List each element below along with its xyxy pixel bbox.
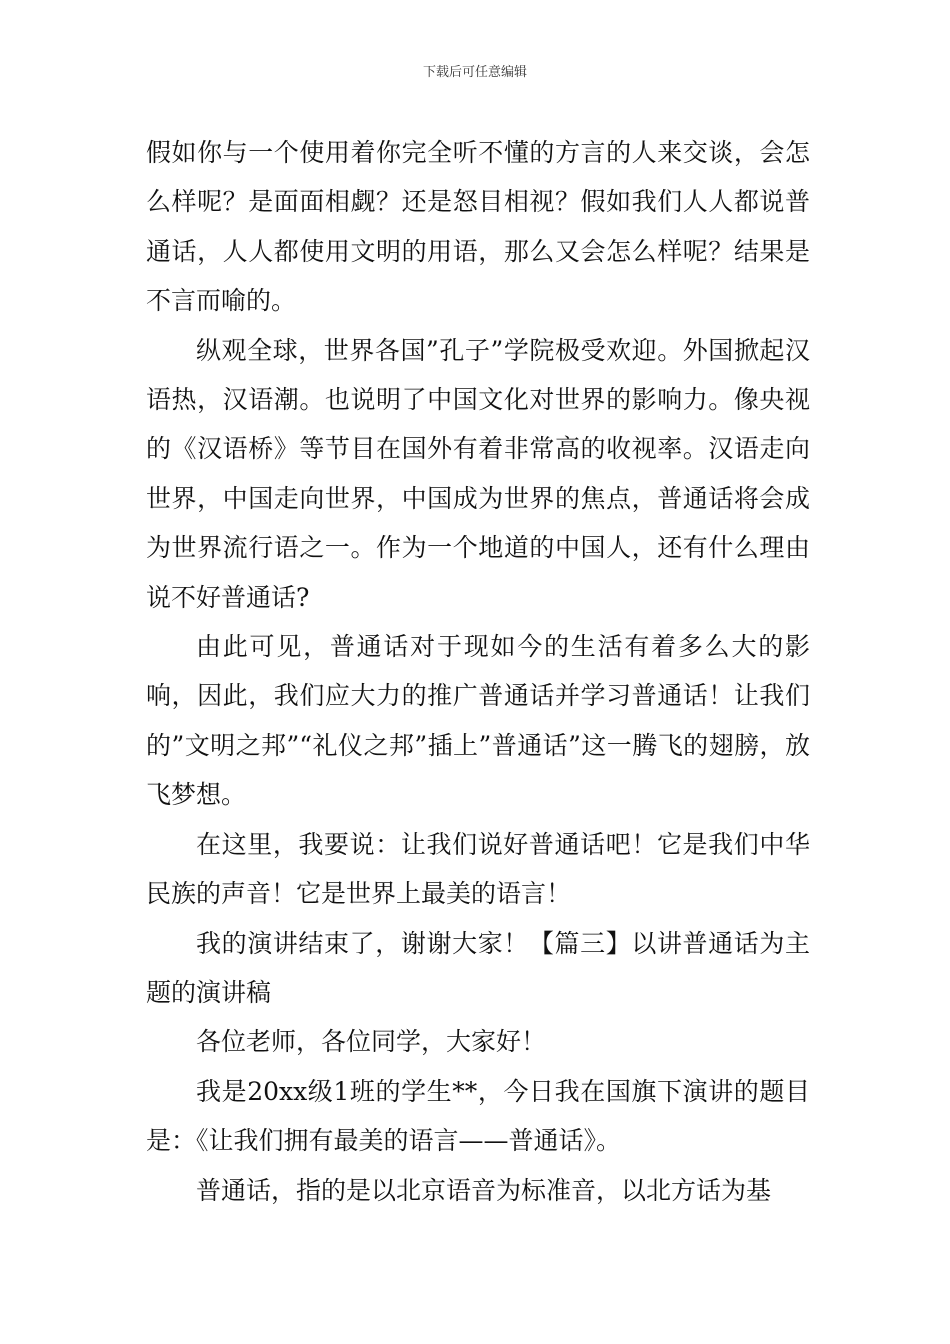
paragraph: 由此可见，普通话对于现如今的生活有着多么大的影响，因此，我们应大力的推广普通话并学习普通话！让我们的”文明之邦”“礼仪之邦”插上”普通话”这一腾飞的翅膀，放飞梦想。 (146, 632, 810, 810)
paragraph: 普通话，指的是以北京语音为标准音，以北方话为基 (196, 1175, 772, 1205)
paragraph: 在这里，我要说：让我们说好普通话吧！它是我们中华民族的声音！它是世界上最美的语言！ (146, 829, 810, 909)
paragraph: 假如你与一个使用着你完全听不懂的方言的人来交谈，会怎么样呢？是面面相觑？还是怒目相视？假如我们人人都说普通话，人人都使用文明的用语，那么又会怎么样呢？结果是不言而喻的。 (146, 138, 810, 316)
page-header-note: 下载后可任意编辑 (422, 65, 527, 80)
paragraph: 我是20xx级1班的学生**，今日我在国旗下演讲的题目是：《让我们拥有最美的语言——普通话》。 (146, 1076, 810, 1156)
paragraph: 各位老师，各位同学，大家好！ (196, 1027, 547, 1057)
paragraph: 我的演讲结束了，谢谢大家！【篇三】以讲普通话为主题的演讲稿 (146, 928, 810, 1007)
document-body (146, 128, 810, 1215)
paragraph: 纵观全球，世界各国”孔子”学院极受欢迎。外国掀起汉语热，汉语潮。也说明了中国文化对世界的影响力。像央视的《汉语桥》等节目在国外有着非常高的收视率。汉语走向世界，中国走向世界，中国成为世界的焦点，普通话将会成为世界流行语之一。作为一个地道的中国人，还有什么理由说不好普通话? (146, 335, 810, 612)
